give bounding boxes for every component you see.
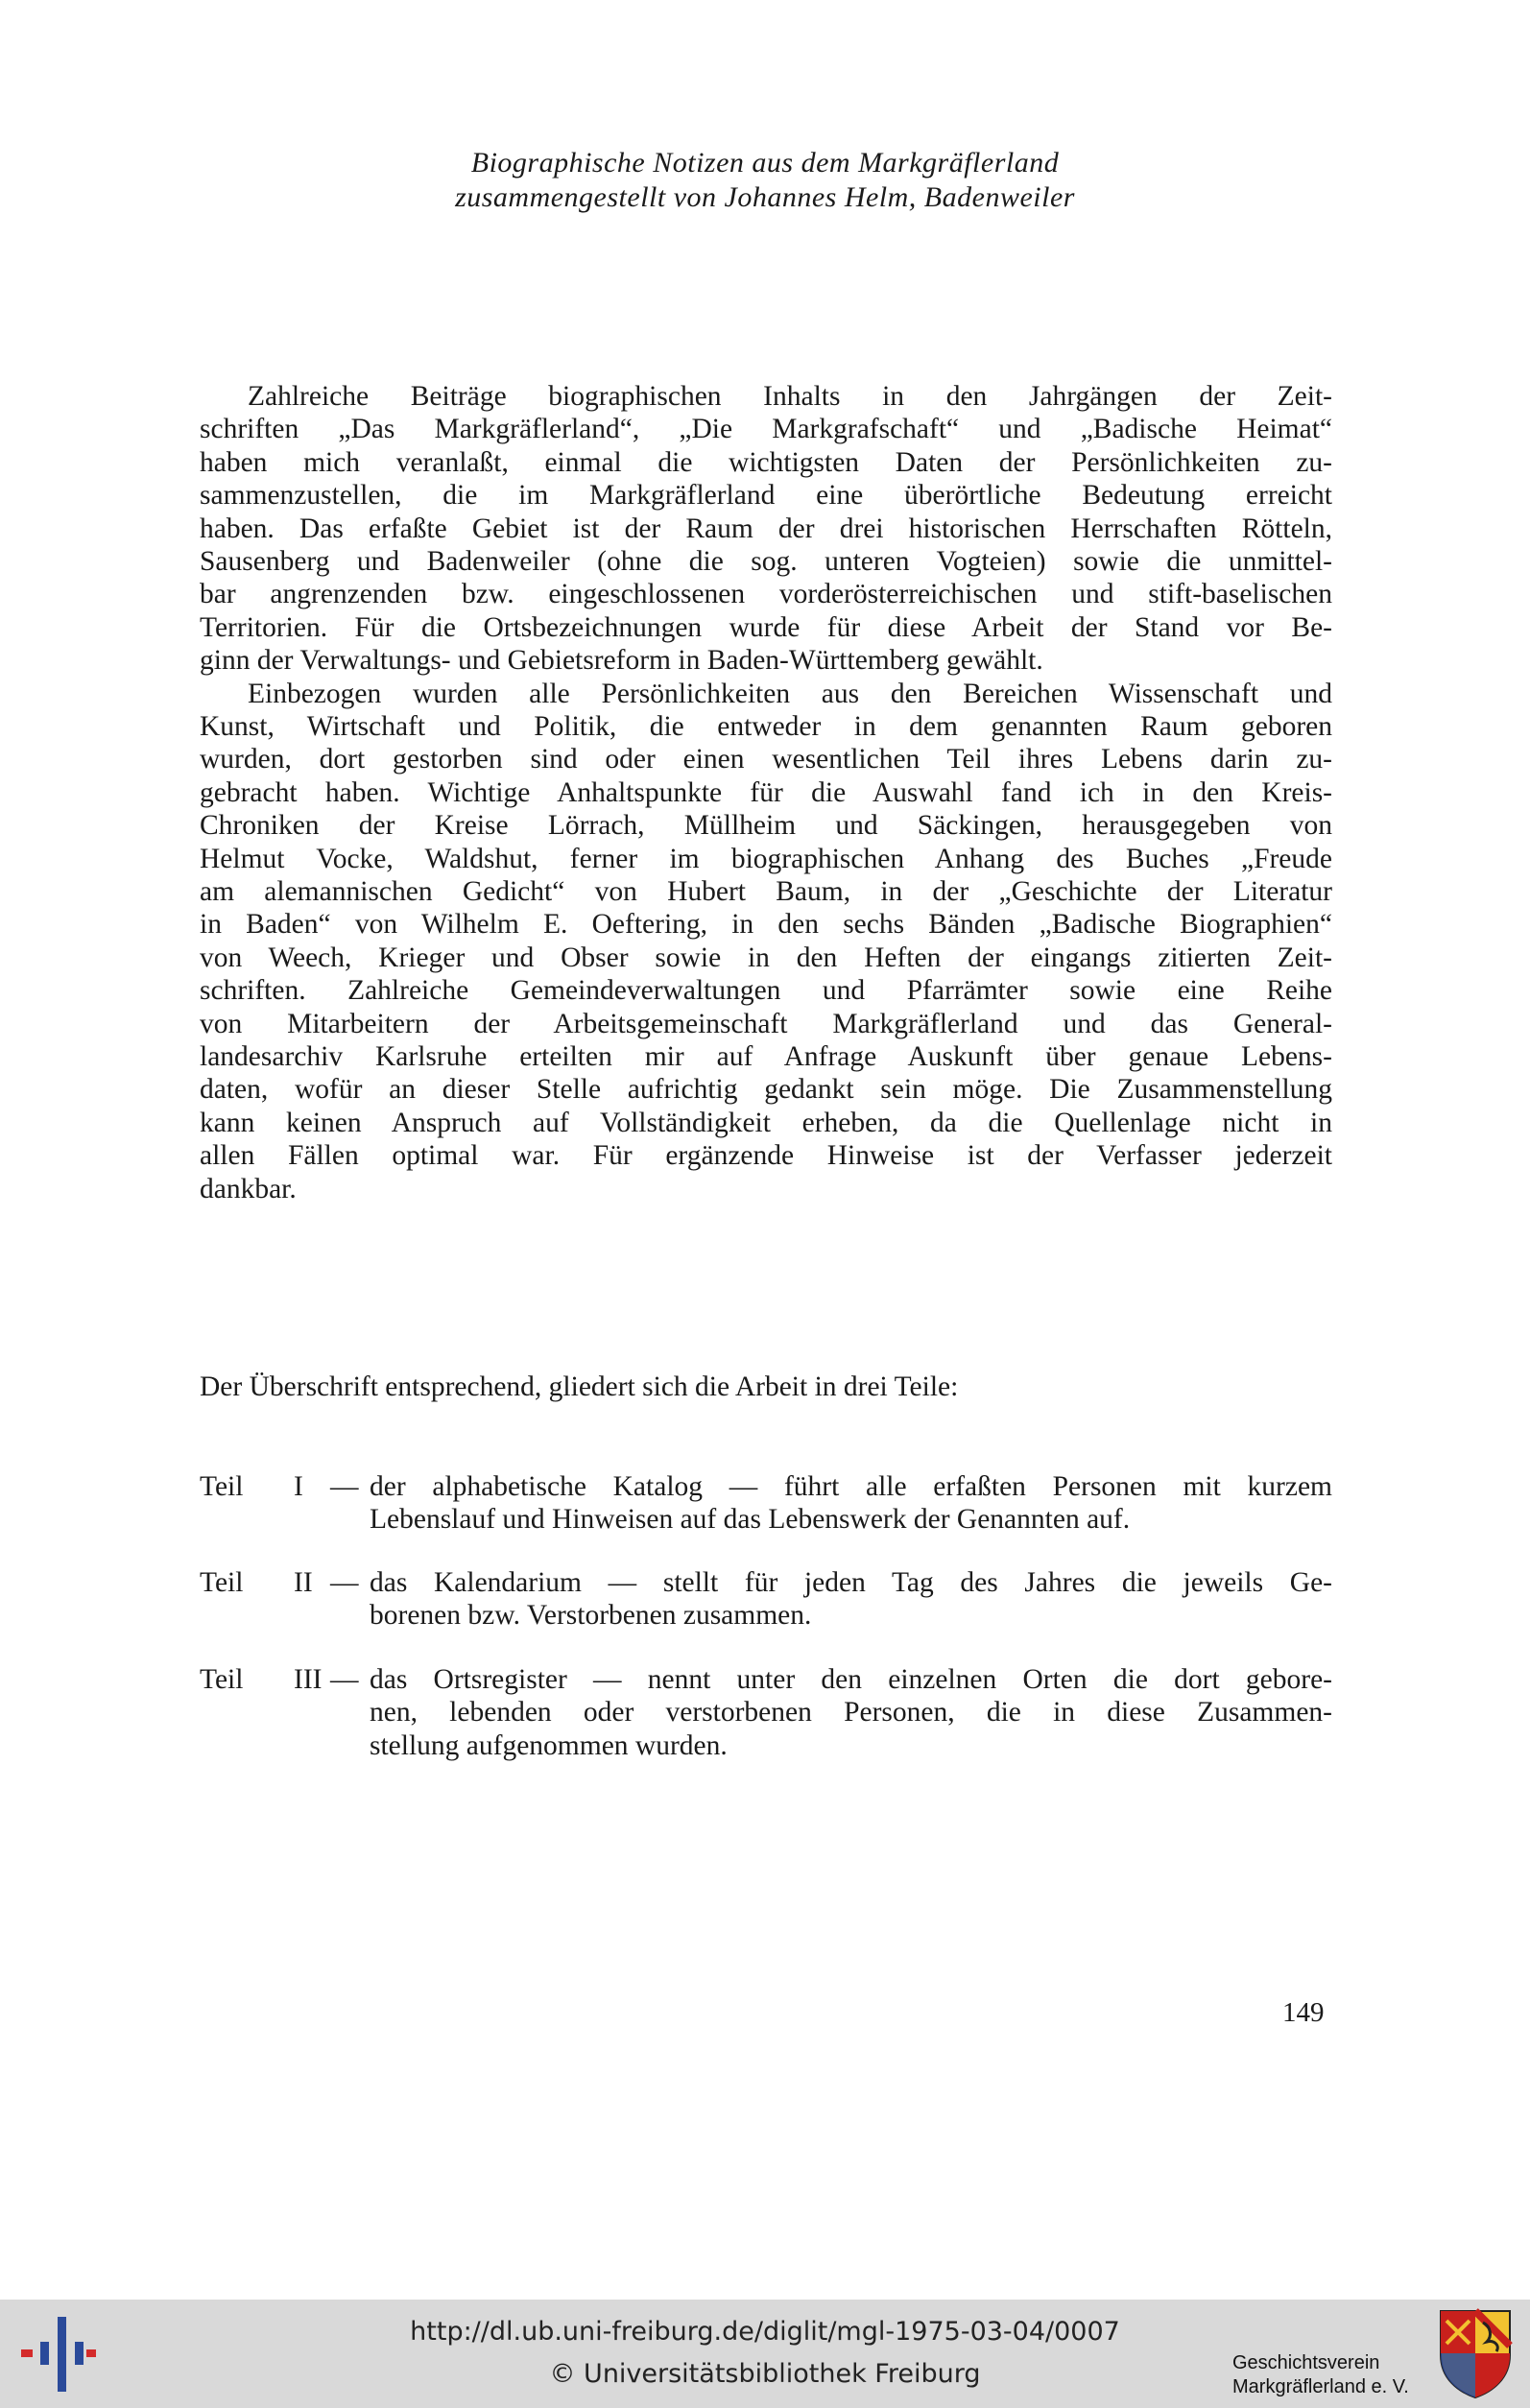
society-name-line-2: Markgräflerland e. V. — [1232, 2376, 1409, 2397]
society-name-line-1: Geschichtsverein — [1232, 2352, 1380, 2373]
page-number: 149 — [1282, 1997, 1325, 2028]
text-line: schriften „Das Markgräflerland“, „Die Markgrafschaft“ und „Badische Heimat“ — [200, 414, 1332, 445]
text-line: wurden, dort gestorben sind oder einen wesentlichen Teil ihres Lebens darin zu- — [200, 744, 1332, 775]
part-item — [200, 1566, 1332, 1633]
text-line: Helmut Vocke, Waldshut, ferner im biographischen Anhang des Buches „Freude — [200, 843, 1332, 874]
text-line: das Ortsregister — nennt unter den einzelnen Orten die dort gebore- — [370, 1664, 1332, 1695]
text-line: landesarchiv Karlsruhe erteilten mir auf Anfrage Auskunft über genaue Lebens- — [200, 1041, 1332, 1073]
article-title-line-1: Biographische Notizen aus dem Markgräflerland — [470, 147, 1060, 179]
text-line: stellung aufgenommen wurden. — [370, 1729, 728, 1761]
structure-lead-sentence: Der Überschrift entsprechend, gliedert sich die Arbeit in drei Teile: — [200, 1371, 959, 1402]
permalink-url[interactable]: http://dl.ub.uni-freiburg.de/diglit/mgl-1975-03-04/0007 — [410, 2317, 1120, 2347]
coat-of-arms-icon — [1437, 2307, 1514, 2399]
text-line: bar angrenzenden bzw. eingeschlossenen vorderösterreichischen und stift-baselischen — [200, 579, 1332, 610]
text-line: dankbar. — [200, 1173, 297, 1204]
text-line: ginn der Verwaltungs- und Gebietsreform in Baden-Württemberg gewählt. — [200, 645, 1043, 677]
text-line: nen, lebenden oder verstorbenen Personen, die in diese Zusammen- — [370, 1697, 1332, 1729]
text-line: am alemannischen Gedicht“ von Hubert Baum, in der „Geschichte der Literatur — [200, 876, 1332, 908]
copyright-notice: © Universitätsbibliothek Freiburg — [549, 2359, 981, 2389]
text-line: Chroniken der Kreise Lörrach, Müllheim und Säckingen, herausgegeben von — [200, 810, 1332, 842]
part-number: III — [294, 1664, 323, 1695]
part-label: Teil — [200, 1567, 244, 1598]
text-line: Einbezogen wurden alle Persönlichkeiten aus den Bereichen Wissenschaft und — [248, 678, 1332, 709]
part-description — [370, 1663, 1332, 1762]
viewer-footer — [0, 2300, 1530, 2408]
text-line: der alphabetische Katalog — führt alle erfaßten Personen mit kurzem — [370, 1471, 1332, 1502]
text-line: kann keinen Anspruch auf Vollständigkeit erheben, da die Quellenlage nicht in — [200, 1107, 1332, 1138]
text-line: haben. Das erfaßte Gebiet ist der Raum der drei historischen Herrschaften Rötteln, — [200, 513, 1332, 544]
part-item — [200, 1470, 1332, 1538]
part-dash: — — [330, 1664, 359, 1695]
society-name — [1232, 2351, 1409, 2399]
text-line: das Kalendarium — stellt für jeden Tag des Jahres die jeweils Ge- — [370, 1567, 1332, 1598]
text-line: allen Fällen optimal war. Für ergänzende Hinweise ist der Verfasser jederzeit — [200, 1140, 1332, 1172]
part-number: I — [294, 1471, 303, 1502]
intro-paragraph-2 — [200, 678, 1332, 1206]
part-dash: — — [330, 1471, 359, 1502]
text-line: Kunst, Wirtschaft und Politik, die entweder in dem genannten Raum geboren — [200, 711, 1332, 742]
text-line: von Weech, Krieger und Obser sowie in den Heften der eingangs zitierten Zeit- — [200, 942, 1332, 973]
text-line: Sausenberg und Badenweiler (ohne die sog. unteren Vogteien) sowie die unmittel- — [200, 546, 1332, 578]
part-description — [370, 1566, 1332, 1633]
part-description — [370, 1470, 1332, 1537]
text-line: von Mitarbeitern der Arbeitsgemeinschaft Markgräflerland und das General- — [200, 1008, 1332, 1039]
text-line: haben mich veranlaßt, einmal die wichtigsten Daten der Persönlichkeiten zu- — [200, 446, 1332, 478]
part-number: II — [294, 1567, 313, 1598]
part-label: Teil — [200, 1664, 244, 1695]
part-label: Teil — [200, 1471, 244, 1502]
text-line: sammenzustellen, die im Markgräflerland eine überörtliche Bedeutung erreicht — [200, 480, 1332, 512]
part-item — [200, 1663, 1332, 1763]
text-line: Zahlreiche Beiträge biographischen Inhalts in den Jahrgängen der Zeit- — [248, 381, 1332, 412]
text-line: borenen bzw. Verstorbenen zusammen. — [370, 1600, 812, 1632]
part-dash: — — [330, 1567, 359, 1598]
text-line: gebracht haben. Wichtige Anhaltspunkte für die Auswahl fand ich in den Kreis- — [200, 776, 1332, 808]
text-line: Lebenslauf und Hinweisen auf das Lebenswerk der Genannten auf. — [370, 1504, 1131, 1536]
intro-paragraph-1 — [200, 380, 1332, 678]
text-line: Territorien. Für die Ortsbezeichnungen wurde für diese Arbeit der Stand vor Be- — [200, 611, 1332, 643]
article-title-line-2: zusammengestellt von Johannes Helm, Badenweiler — [455, 181, 1075, 213]
text-line: in Baden“ von Wilhelm E. Oeftering, in den sechs Bänden „Badische Biographien“ — [200, 909, 1332, 941]
text-line: schriften. Zahlreiche Gemeindeverwaltungen und Pfarrämter sowie eine Reihe — [200, 975, 1332, 1007]
text-line: daten, wofür an dieser Stelle aufrichtig gedankt sein möge. Die Zusammenstellung — [200, 1074, 1332, 1106]
